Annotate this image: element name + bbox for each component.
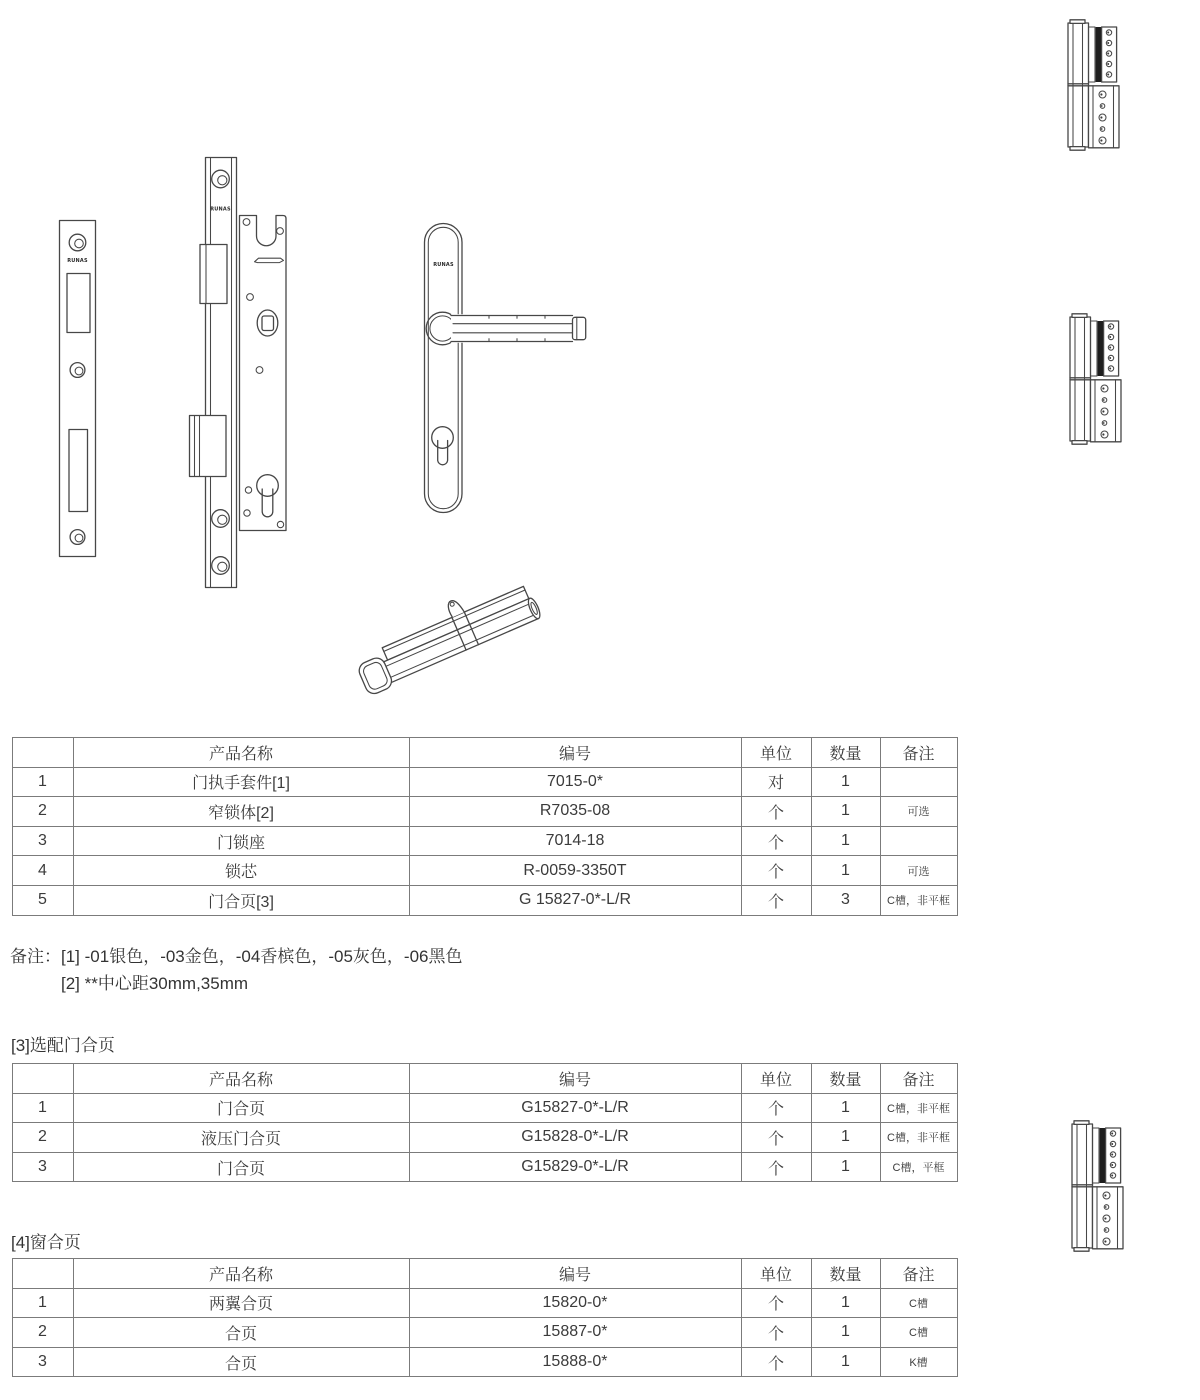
table-row	[12, 826, 957, 856]
door-handle-drawing	[425, 224, 586, 513]
table-row	[12, 1093, 957, 1123]
svg-text:RUNAS: RUNAS	[67, 258, 88, 264]
td-qty: 1	[811, 826, 880, 856]
table-row	[12, 797, 957, 827]
td-no: 3	[12, 1347, 73, 1377]
cylinder-drawing	[348, 570, 544, 696]
td-note: C槽，非平框	[880, 1123, 957, 1153]
td-product-name: 门合页[3]	[73, 885, 409, 915]
td-code: 15888-0*	[409, 1347, 741, 1377]
latch-bolt	[200, 245, 227, 304]
table-row	[12, 767, 957, 797]
table-row	[12, 1288, 957, 1318]
td-unit: 个	[741, 797, 811, 827]
th-qty: 数量	[811, 1259, 880, 1289]
window-hinge-table	[12, 1258, 958, 1377]
th-unit: 单位	[741, 738, 811, 768]
td-product-name: 合页	[73, 1347, 409, 1377]
td-product-name: 液压门合页	[73, 1123, 409, 1153]
footnote-line: [2] **中心距30mm,35mm	[61, 974, 249, 993]
td-no: 5	[12, 885, 73, 915]
th-qty: 数量	[811, 738, 880, 768]
td-note: K槽	[880, 1347, 957, 1377]
th-product-name: 产品名称	[73, 1259, 409, 1289]
td-product-name: 窄锁体[2]	[73, 797, 409, 827]
th-code: 编号	[409, 1064, 741, 1094]
table-row	[12, 1123, 957, 1153]
section-title-door-hinges: [3]选配门合页	[11, 1036, 115, 1055]
th-note: 备注	[880, 738, 957, 768]
table-header-row	[12, 1259, 957, 1289]
td-product-name: 门执手套件[1]	[73, 767, 409, 797]
td-code: G 15827-0*-L/R	[409, 885, 741, 915]
td-qty: 1	[811, 797, 880, 827]
svg-text:RUNAS: RUNAS	[433, 262, 454, 268]
lock-body-drawing	[190, 158, 287, 588]
td-note: 可选	[880, 856, 957, 886]
th-index	[12, 738, 73, 768]
td-qty: 1	[811, 1152, 880, 1182]
td-unit: 个	[741, 1093, 811, 1123]
td-code: R7035-08	[409, 797, 741, 827]
th-code: 编号	[409, 1259, 741, 1289]
td-unit: 个	[741, 1123, 811, 1153]
table-header-row	[12, 1064, 957, 1094]
th-product-name: 产品名称	[73, 1064, 409, 1094]
main-parts-table	[12, 737, 958, 916]
th-product-name: 产品名称	[73, 738, 409, 768]
td-no: 4	[12, 856, 73, 886]
td-product-name: 门合页	[73, 1093, 409, 1123]
td-no: 1	[12, 1093, 73, 1123]
td-no: 2	[12, 1123, 73, 1153]
td-code: G15828-0*-L/R	[409, 1123, 741, 1153]
td-no: 1	[12, 1288, 73, 1318]
th-unit: 单位	[741, 1259, 811, 1289]
td-product-name: 门合页	[73, 1152, 409, 1182]
td-unit: 对	[741, 767, 811, 797]
svg-text:RUNAS: RUNAS	[210, 206, 231, 213]
td-unit: 个	[741, 856, 811, 886]
td-unit: 个	[741, 1347, 811, 1377]
td-code: 15820-0*	[409, 1288, 741, 1318]
td-code: G15827-0*-L/R	[409, 1093, 741, 1123]
td-note: C槽，平框	[880, 1152, 957, 1182]
td-no: 1	[12, 767, 73, 797]
td-no: 2	[12, 1318, 73, 1348]
td-code: 7015-0*	[409, 767, 741, 797]
td-qty: 1	[811, 1288, 880, 1318]
td-code: G15829-0*-L/R	[409, 1152, 741, 1182]
lever-end-cap	[573, 317, 586, 339]
td-qty: 1	[811, 767, 880, 797]
table-row	[12, 1347, 957, 1377]
th-note: 备注	[880, 1259, 957, 1289]
td-note	[880, 826, 957, 856]
table-row	[12, 885, 957, 915]
td-note: 可选	[880, 797, 957, 827]
table-row	[12, 856, 957, 886]
hinge-drawing-bottom	[1072, 1121, 1123, 1251]
table-row	[12, 1318, 957, 1348]
td-unit: 个	[741, 885, 811, 915]
td-no: 2	[12, 797, 73, 827]
td-no: 3	[12, 826, 73, 856]
td-qty: 3	[811, 885, 880, 915]
td-note	[880, 767, 957, 797]
footnotes-label: 备注：	[10, 947, 61, 966]
td-qty: 1	[811, 1347, 880, 1377]
hinge-drawing-top	[1068, 20, 1119, 150]
td-note: C槽	[880, 1318, 957, 1348]
td-product-name: 合页	[73, 1318, 409, 1348]
td-note: C槽	[880, 1288, 957, 1318]
th-code: 编号	[409, 738, 741, 768]
td-qty: 1	[811, 856, 880, 886]
door-hinge-table	[12, 1063, 958, 1182]
section-title-window-hinges: [4]窗合页	[11, 1233, 81, 1252]
td-product-name: 两翼合页	[73, 1288, 409, 1318]
th-index	[12, 1259, 73, 1289]
td-unit: 个	[741, 826, 811, 856]
td-qty: 1	[811, 1093, 880, 1123]
th-qty: 数量	[811, 1064, 880, 1094]
td-unit: 个	[741, 1288, 811, 1318]
td-code: 7014-18	[409, 826, 741, 856]
td-product-name: 锁芯	[73, 856, 409, 886]
hinge-drawing-middle	[1070, 314, 1121, 444]
strike-plate-drawing	[60, 221, 96, 557]
td-no: 3	[12, 1152, 73, 1182]
td-note: C槽，非平框	[880, 885, 957, 915]
th-index	[12, 1064, 73, 1094]
footnote-line: [1] -01银色，-03金色，-04香槟色，-05灰色，-06黑色	[61, 947, 463, 966]
td-code: R-0059-3350T	[409, 856, 741, 886]
td-qty: 1	[811, 1318, 880, 1348]
td-qty: 1	[811, 1123, 880, 1153]
td-note: C槽，非平框	[880, 1093, 957, 1123]
table-row	[12, 1152, 957, 1182]
td-code: 15887-0*	[409, 1318, 741, 1348]
table-header-row	[12, 738, 957, 768]
th-unit: 单位	[741, 1064, 811, 1094]
th-note: 备注	[880, 1064, 957, 1094]
td-unit: 个	[741, 1152, 811, 1182]
td-product-name: 门锁座	[73, 826, 409, 856]
footnotes	[10, 943, 462, 997]
td-unit: 个	[741, 1318, 811, 1348]
